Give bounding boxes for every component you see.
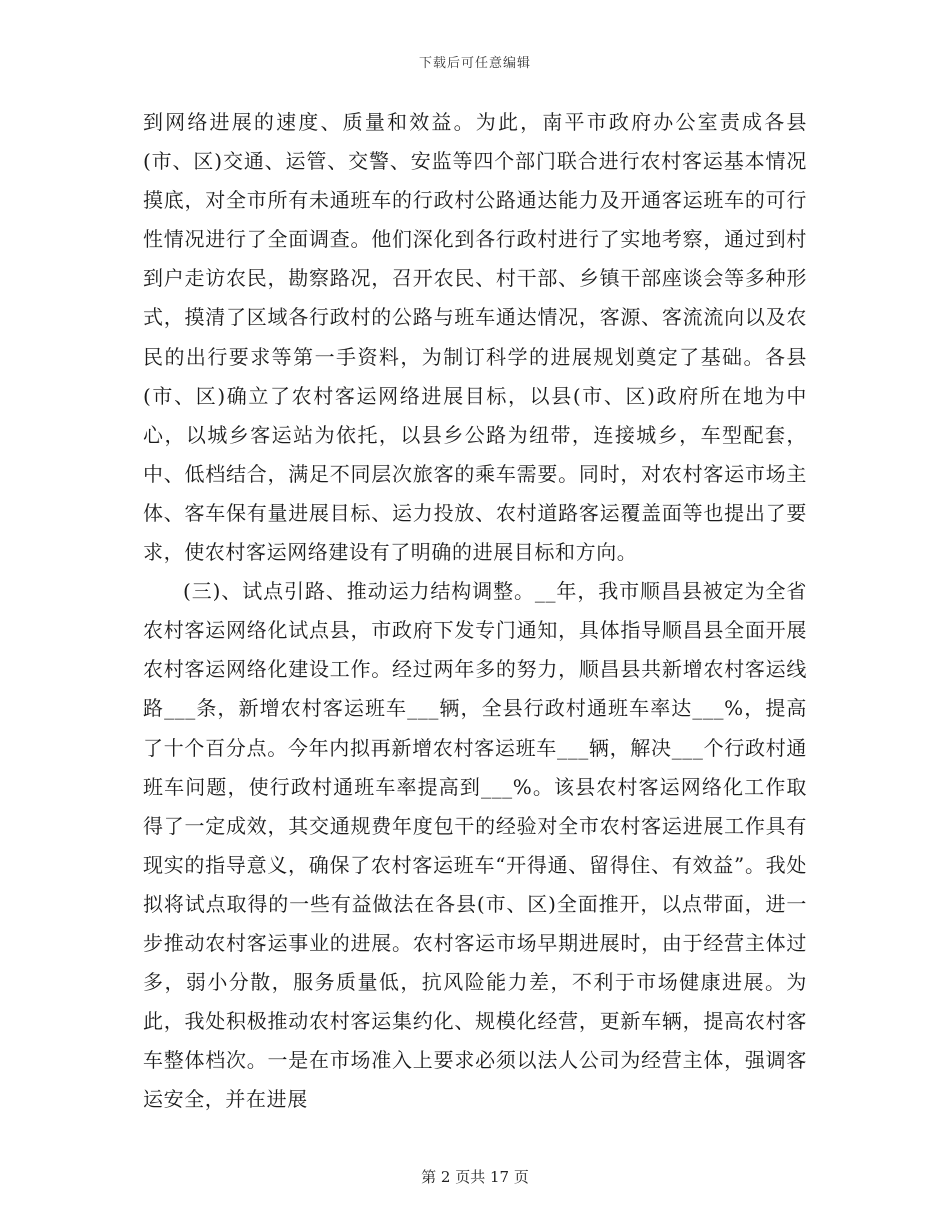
page-header: 下载后可任意编辑 [418,56,531,71]
document-body [143,103,807,1119]
body-paragraph-2: (三)、试点引路、推动运力结构调整。__年，我市顺昌县被定为全省农村客运网络化试点县，市政府下发专门通知，具体指导顺昌县全面开展农村客运网络化建设工作。经过两年多的努力，顺昌县共新增农村客运线路___条，新增农村客运班车___辆，全县行政村通班车率达___%，提高了十个百分点。今年内拟再新增农村客运班车___辆，解决___个行政村通班车问题，使行政村通班车率提高到___%。该县农村客运网络化工作取得了一定成效，其交通规费年度包干的经验对全市农村客运进展工作具有现实的指导意义，确保了农村客运班车“开得通、留得住、有效益”。我处拟将试点取得的一些有益做法在各县(市、区)全面推开，以点带面，进一步推动农村客运事业的进展。农村客运市场早期进展时，由于经营主体过多，弱小分散，服务质量低，抗风险能力差，不利于市场健康进展。为此，我处积极推动农村客运集约化、规模化经营，更新车辆，提高农村客车整体档次。一是在市场准入上要求必须以法人公司为经营主体，强调客运安全，并在进展 [143,579,807,1112]
body-paragraph-1: 到网络进展的速度、质量和效益。为此，南平市政府办公室责成各县(市、区)交通、运管、交警、安监等四个部门联合进行农村客运基本情况摸底，对全市所有未通班车的行政村公路通达能力及开通客运班车的可行性情况进行了全面调查。他们深化到各行政村进行了实地考察，通过到村到户走访农民，勘察路况，召开农民、村干部、乡镇干部座谈会等多种形式，摸清了区域各行政村的公路与班车通达情况，客源、客流流向以及农民的出行要求等第一手资料，为制订科学的进展规划奠定了基础。各县(市、区)确立了农村客运网络进展目标，以县(市、区)政府所在地为中心，以城乡客运站为依托，以县乡公路为纽带，连接城乡，车型配套，中、低档结合，满足不同层次旅客的乘车需要。同时，对农村客运市场主体、客车保有量进展目标、运力投放、农村道路客运覆盖面等也提出了要求，使农村客运网络建设有了明确的进展目标和方向。 [143,110,807,565]
page-footer: 第 2 页共 17 页 [421,1168,529,1186]
